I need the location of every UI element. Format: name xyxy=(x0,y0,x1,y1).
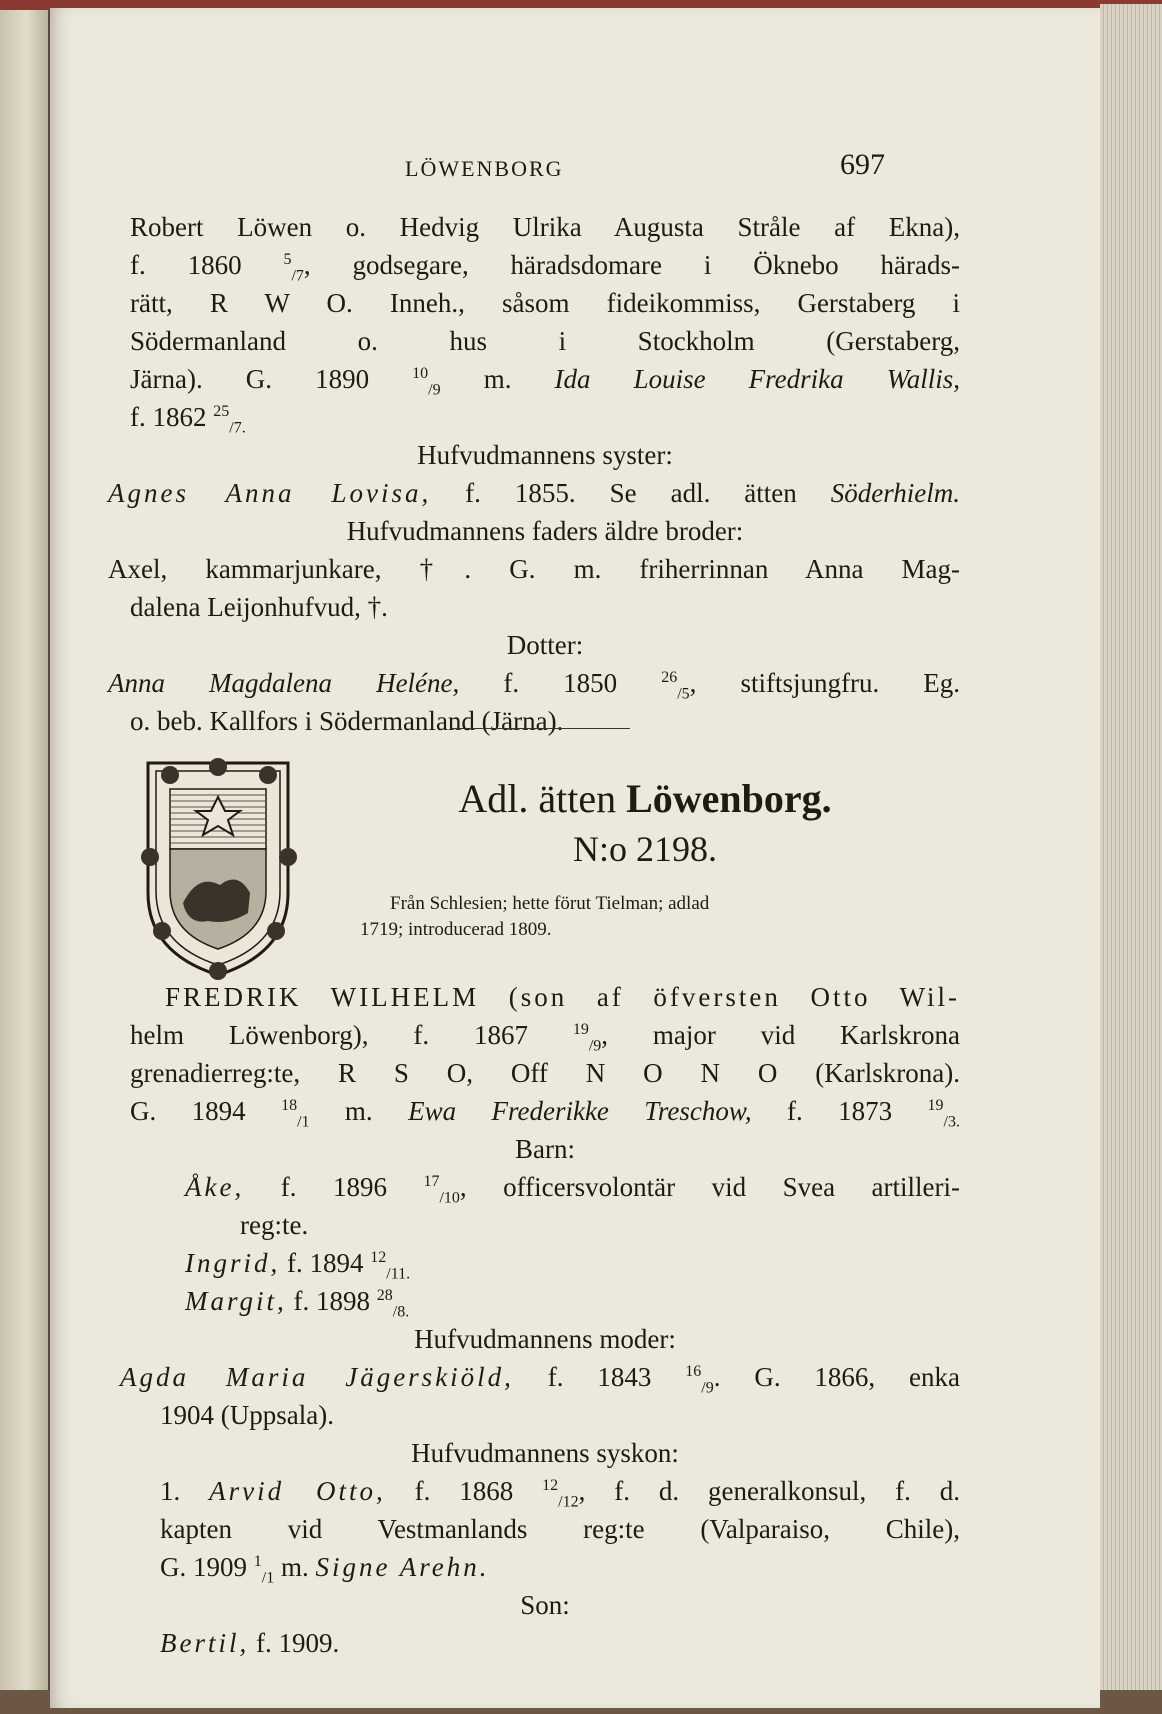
heading-text: Dotter: xyxy=(506,630,584,660)
text-line xyxy=(130,588,960,626)
text-span: rätt, R W O. Inneh., såsom fideikommiss, Gerstaberg i xyxy=(130,288,960,318)
person-name: Arvid Otto, xyxy=(209,1476,386,1506)
text-span: f. 1896 xyxy=(244,1172,424,1202)
date-day: 25 xyxy=(213,403,230,420)
text-span: , stiftsjungfru. Eg. xyxy=(689,668,960,698)
text-line xyxy=(130,246,960,284)
text-span: dalena Leijonhufvud, †. xyxy=(130,592,388,622)
date-day: 12 xyxy=(542,1477,559,1494)
text-line xyxy=(130,398,960,436)
date-day: 5 xyxy=(283,251,292,268)
text-line xyxy=(130,1282,960,1320)
text-span: , f. d. generalkonsul, f. d. xyxy=(578,1476,960,1506)
reference-name: Söderhielm. xyxy=(830,478,960,508)
date-day: 10 xyxy=(412,365,429,382)
text-span: G. 1894 xyxy=(130,1096,282,1126)
text-span: Axel, kammarjunkare, †. G. m. friherrinnan Anna Mag- xyxy=(108,554,960,584)
text-line xyxy=(108,550,960,588)
family-entry xyxy=(120,978,961,1662)
text-span: G. 1909 xyxy=(160,1552,254,1582)
text-span: m. xyxy=(309,1096,409,1126)
section-heading xyxy=(130,626,960,664)
text-line xyxy=(130,360,960,398)
text-span: , officersvolontär vid Svea artilleri- xyxy=(459,1172,961,1202)
text-line xyxy=(130,1244,960,1282)
coat-of-arms-image xyxy=(128,753,308,983)
book-page xyxy=(50,8,1100,1708)
text-span: f. 1873 xyxy=(751,1096,928,1126)
date-day: 26 xyxy=(661,669,678,686)
text-span: Södermanland o. hus i Stockholm (Gerstaberg, xyxy=(130,326,960,356)
text-line xyxy=(108,664,960,702)
text-span: f. 1909. xyxy=(249,1628,340,1658)
date-day: 1 xyxy=(253,1553,262,1570)
heading-text: Hufvudmannens syster: xyxy=(417,440,673,470)
date-month: /8. xyxy=(392,1303,410,1321)
text-span: f. 1868 xyxy=(385,1476,543,1506)
section-heading xyxy=(130,1130,960,1168)
text-span: grenadierreg:te, R S O, Off N O N O (Karlskrona). xyxy=(130,1058,960,1088)
text-span: kapten vid Vestmanlands reg:te (Valparaiso, Chile), xyxy=(160,1514,960,1544)
date-month: /10 xyxy=(439,1189,460,1207)
text-span: . G. 1866, enka xyxy=(713,1362,961,1392)
date-month: /9 xyxy=(428,381,441,399)
date-day: 28 xyxy=(376,1287,393,1304)
heading-text: Son: xyxy=(520,1590,570,1620)
text-line xyxy=(130,208,960,246)
text-span: f. 1850 xyxy=(459,668,662,698)
family-origin xyxy=(320,891,970,943)
date-month: /9 xyxy=(701,1379,714,1397)
text-line xyxy=(120,1358,960,1396)
heading-text: Hufvudmannens moder: xyxy=(414,1324,676,1354)
text-line xyxy=(130,1016,960,1054)
date-month: /11. xyxy=(386,1265,411,1283)
page-number: 697 xyxy=(840,148,885,181)
date-day: 19 xyxy=(572,1021,589,1038)
date-day: 12 xyxy=(370,1249,387,1266)
previous-entry xyxy=(108,208,960,740)
spouse-name: Ewa Frederikke Treschow, xyxy=(408,1096,752,1126)
date-month: /9 xyxy=(588,1037,602,1055)
page-block-edges xyxy=(1100,4,1162,1714)
person-name: Ingrid, xyxy=(185,1248,281,1278)
family-title xyxy=(320,773,970,825)
text-span: f. 1843 xyxy=(513,1362,686,1392)
section-heading xyxy=(130,436,960,474)
date-month: /5 xyxy=(677,685,690,703)
list-number: 1. xyxy=(160,1476,210,1506)
date-day: 16 xyxy=(685,1363,702,1380)
text-line xyxy=(130,1092,960,1130)
text-line xyxy=(130,322,960,360)
date-month: /3. xyxy=(943,1113,960,1131)
text-line xyxy=(130,1396,960,1434)
person-name: Bertil, xyxy=(160,1628,250,1658)
family-number: N:o 2198. xyxy=(573,829,717,869)
running-head: LÖWENBORG xyxy=(405,156,564,181)
text-line xyxy=(130,1624,960,1662)
section-heading xyxy=(130,1434,960,1472)
person-name: Agnes Anna Lovisa, xyxy=(108,478,432,508)
date-month: /7. xyxy=(229,419,246,437)
text-span: f. 1898 xyxy=(286,1286,377,1316)
date-day: 17 xyxy=(423,1173,440,1190)
text-line xyxy=(130,1206,960,1244)
text-line xyxy=(130,1168,960,1206)
text-line xyxy=(130,978,960,1016)
date-month: /1 xyxy=(261,1569,275,1587)
text-span: f. 1855. Se adl. ätten xyxy=(431,478,831,508)
heading-text: Hufvudmannens syskon: xyxy=(411,1438,679,1468)
spouse-name: Signe Arehn. xyxy=(315,1552,490,1582)
title-prefix: Adl. ätten xyxy=(458,776,627,821)
heading-text: Hufvudmannens faders äldre broder: xyxy=(346,516,744,546)
person-name: Anna Magdalena Heléne, xyxy=(108,668,460,698)
head-of-family: FREDRIK WILHELM (son af öfversten Otto Wil- xyxy=(165,982,960,1012)
date-day: 19 xyxy=(927,1097,944,1114)
text-line xyxy=(130,1054,960,1092)
page-header xyxy=(50,148,1100,188)
section-heading xyxy=(130,1320,960,1358)
text-line xyxy=(130,1510,960,1548)
heading-text: Barn: xyxy=(515,1134,575,1164)
text-span: m. xyxy=(440,364,555,394)
origin-line: Från Schlesien; hette förut Tielman; adlad xyxy=(390,893,710,914)
date-day: 18 xyxy=(281,1097,298,1114)
text-line xyxy=(130,1472,960,1510)
text-span: , godsegare, häradsdomare i Öknebo härads- xyxy=(303,250,960,280)
date-month: /1 xyxy=(297,1113,310,1131)
family-header xyxy=(320,773,970,943)
spouse-name: Ida Louise Fredrika Wallis, xyxy=(554,364,960,394)
section-divider xyxy=(450,728,630,729)
section-heading xyxy=(130,512,960,550)
text-span: , major vid Karlskrona xyxy=(601,1020,960,1050)
person-name: Agda Maria Jägerskiöld, xyxy=(120,1362,514,1392)
text-span: helm Löwenborg), f. 1867 xyxy=(130,1020,573,1050)
text-span: m. xyxy=(274,1552,316,1582)
date-month: /7 xyxy=(291,267,304,285)
text-span: f. 1862 xyxy=(130,402,214,432)
origin-line: 1719; introducerad 1809. xyxy=(360,919,552,940)
text-span: o. beb. Kallfors i Södermanland (Järna). xyxy=(130,706,564,736)
text-span: Järna). G. 1890 xyxy=(130,364,413,394)
text-span: Robert Löwen o. Hedvig Ulrika Augusta Stråle af Ekna), xyxy=(130,212,960,242)
text-line xyxy=(130,284,960,322)
text-span: f. 1894 xyxy=(280,1248,371,1278)
date-month: /12 xyxy=(558,1493,579,1511)
person-name: Margit, xyxy=(185,1286,287,1316)
previous-page-edge xyxy=(0,0,48,1714)
text-line xyxy=(130,702,960,740)
text-span: 1904 (Uppsala). xyxy=(160,1400,334,1430)
text-line xyxy=(108,474,960,512)
text-span: reg:te. xyxy=(240,1210,309,1240)
family-name: Löwenborg. xyxy=(626,776,832,821)
text-span: f. 1860 xyxy=(130,250,284,280)
text-line xyxy=(130,1548,960,1586)
section-heading xyxy=(130,1586,960,1624)
person-name: Åke, xyxy=(185,1172,245,1202)
